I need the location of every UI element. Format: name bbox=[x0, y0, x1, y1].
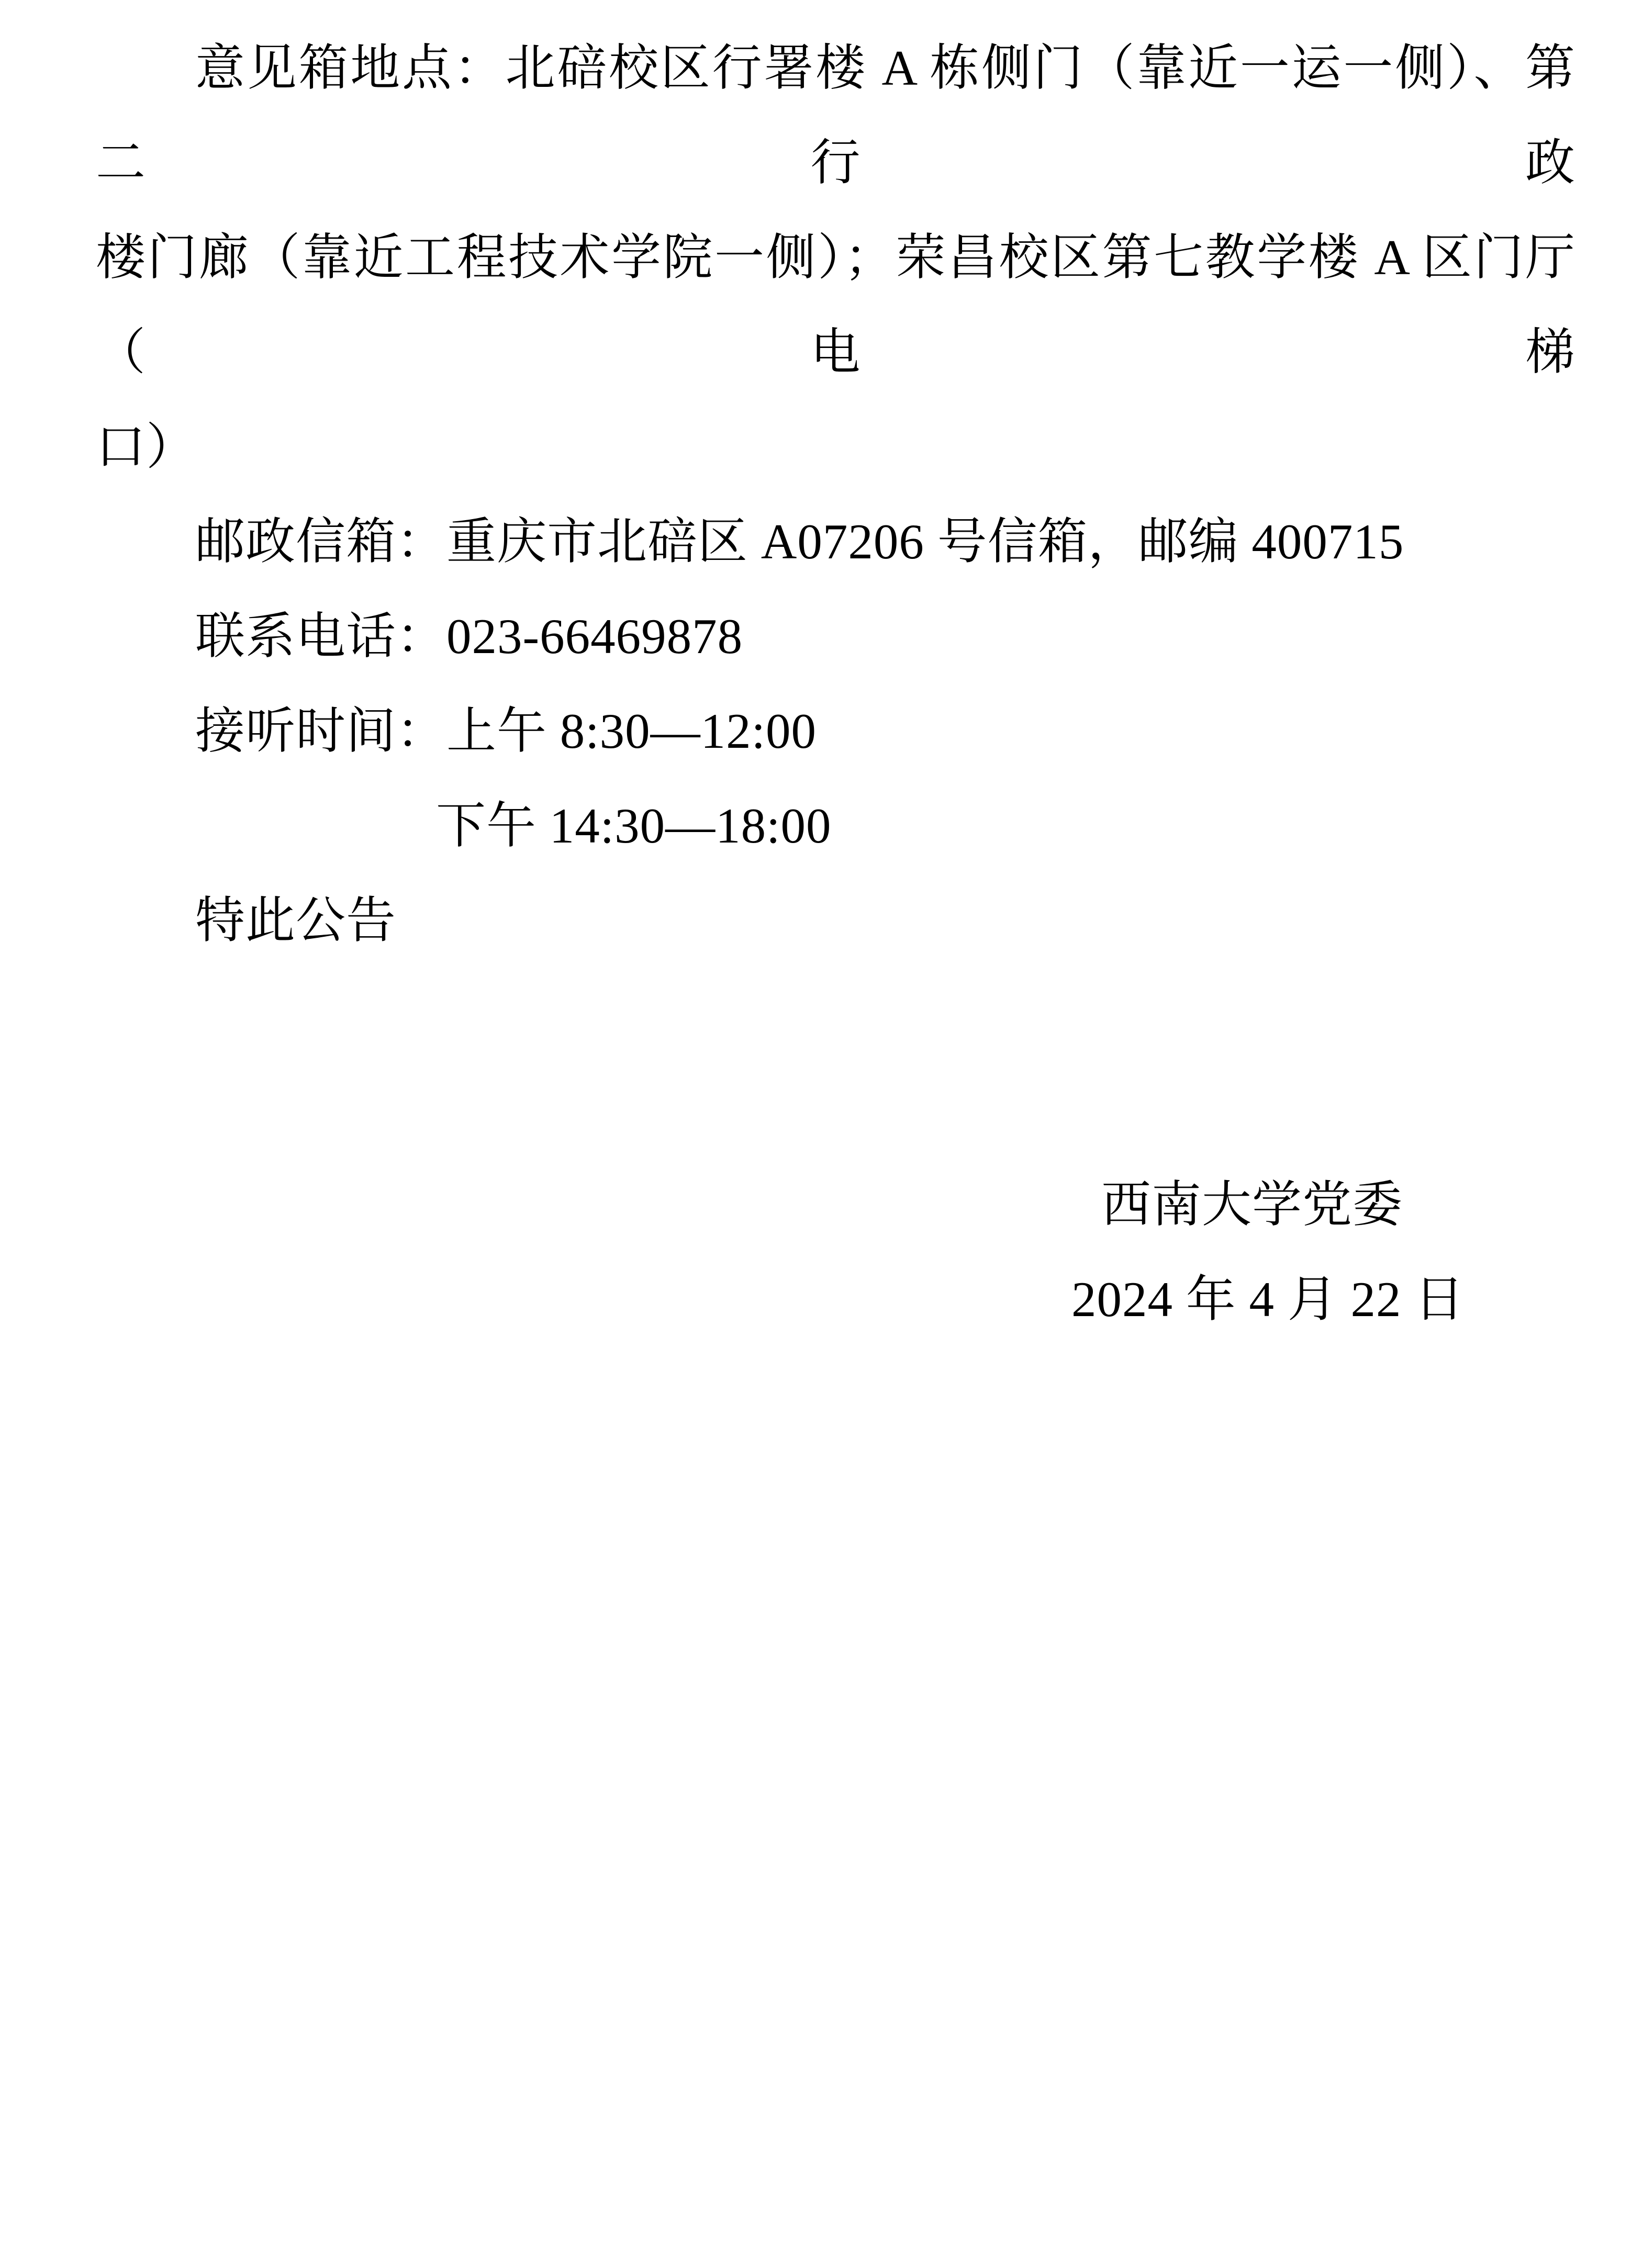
blank-line bbox=[96, 968, 1575, 1063]
location-paragraph-line-2: 楼门廊（靠近工程技术学院一侧）；荣昌校区第七教学楼 A 区门厅（电梯 bbox=[96, 230, 1575, 380]
location-paragraph-line-1: 意见箱地点：北碚校区行署楼 A 栋侧门（靠近一运一侧）、第二行政 bbox=[96, 40, 1575, 190]
blank-line bbox=[96, 1063, 1575, 1158]
document-body bbox=[96, 21, 1575, 1347]
signature-name: 西南大学党委 bbox=[1101, 1177, 1403, 1232]
location-paragraph-line-3: 口） bbox=[96, 419, 197, 475]
hours-afternoon-line: 下午 14:30—18:00 bbox=[436, 798, 832, 854]
phone-line: 联系电话：023-66469878 bbox=[195, 609, 743, 664]
signature-date: 2024 年 4 月 22 日 bbox=[1071, 1272, 1465, 1327]
postal-box-line: 邮政信箱：重庆市北碚区 A07206 号信箱，邮编 400715 bbox=[195, 514, 1404, 569]
closing-line: 特此公告 bbox=[195, 893, 397, 948]
hours-morning-line: 接听时间：上午 8:30—12:00 bbox=[195, 703, 817, 759]
